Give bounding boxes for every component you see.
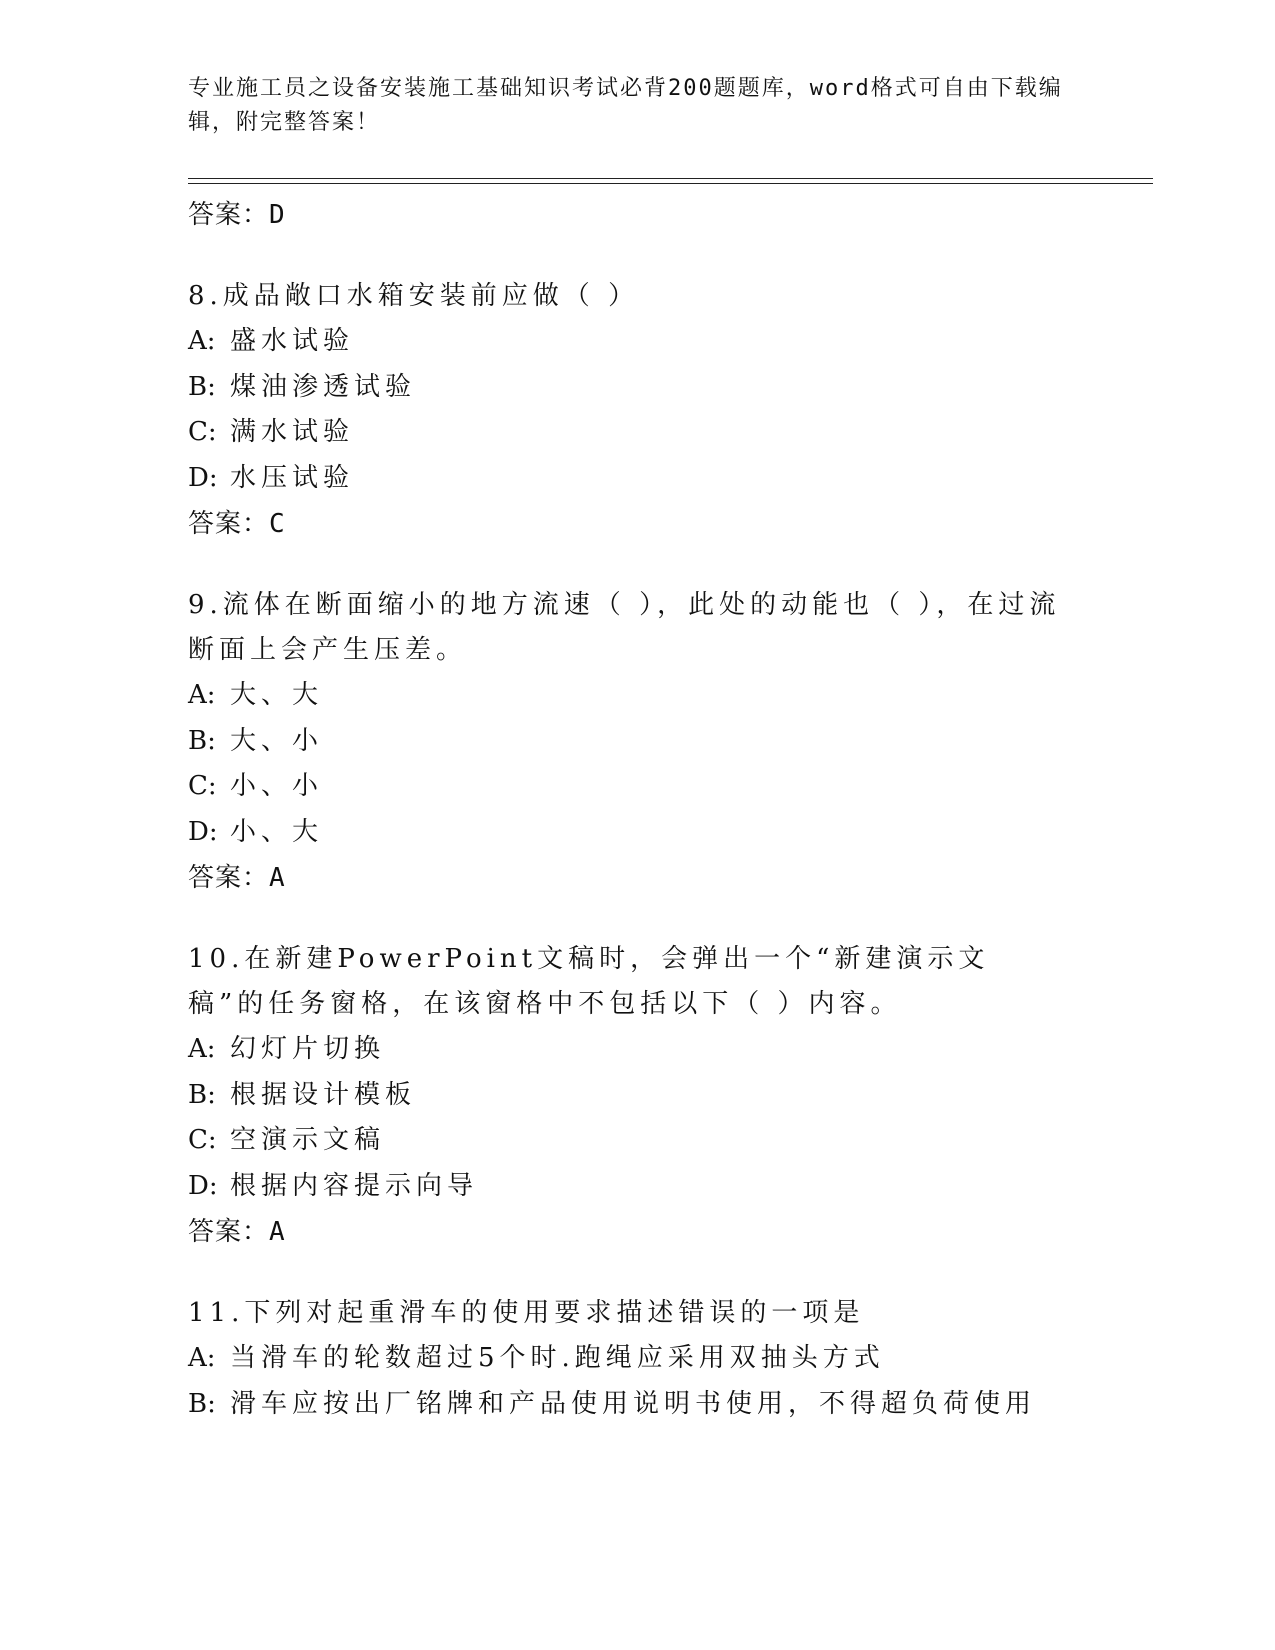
option-c	[188, 410, 1068, 456]
question-10	[188, 937, 1068, 1255]
option-d	[188, 810, 1068, 856]
option-letter: A:	[188, 326, 216, 356]
option-text: 大、小	[230, 725, 324, 756]
option-text: 小、大	[230, 816, 324, 847]
option-text: 根据设计模板	[230, 1079, 417, 1110]
option-letter: C:	[188, 771, 217, 801]
option-d	[188, 1164, 1068, 1210]
option-text: 煤油渗透试验	[230, 371, 417, 402]
option-text: 水压试验	[230, 462, 355, 493]
question-stem: 11.下列对起重滑车的使用要求描述错误的一项是	[188, 1298, 865, 1328]
question-list	[188, 192, 1068, 1427]
option-text: 滑车应按出厂铭牌和产品使用说明书使用，不得超负荷使用	[230, 1388, 1037, 1419]
option-text: 空演示文稿	[230, 1125, 386, 1155]
option-letter: D:	[188, 816, 218, 847]
option-text: 幻灯片切换	[230, 1034, 386, 1064]
option-b	[188, 365, 1068, 411]
option-letter: C:	[188, 1125, 217, 1155]
option-text: 小、小	[230, 771, 324, 801]
option-letter: B:	[188, 1388, 216, 1419]
option-letter: B:	[188, 725, 216, 756]
option-a	[188, 1336, 1068, 1382]
question-stem: 9.流体在断面缩小的地方流速（ ），此处的动能也（ ），在过流断面上会产生压差。	[188, 590, 1061, 665]
option-letter: D:	[188, 1170, 218, 1201]
option-letter: A:	[188, 1034, 216, 1064]
option-text: 盛水试验	[230, 326, 355, 356]
option-letter: D:	[188, 462, 218, 493]
option-b	[188, 719, 1068, 765]
option-text: 根据内容提示向导	[230, 1170, 479, 1201]
option-letter: A:	[188, 680, 216, 710]
document-header: 专业施工员之设备安装施工基础知识考试必背200题题库，word格式可自由下载编辑，附完整答案！	[188, 76, 1063, 135]
header-divider-top	[188, 178, 1153, 179]
option-letter: C:	[188, 417, 217, 447]
option-text: 满水试验	[230, 417, 355, 447]
option-letter: B:	[188, 371, 216, 402]
question-11	[188, 1291, 1068, 1427]
question-8	[188, 274, 1068, 547]
option-a	[188, 673, 1068, 719]
question-9	[188, 583, 1068, 901]
answer-line: 答案：C	[188, 509, 286, 539]
answer-line: 答案：A	[188, 1217, 286, 1247]
answer-line: 答案：A	[188, 863, 286, 893]
option-a	[188, 1027, 1068, 1073]
header-divider-bottom	[188, 183, 1153, 184]
option-c	[188, 764, 1068, 810]
option-b	[188, 1073, 1068, 1119]
option-letter: A:	[188, 1343, 216, 1373]
option-b	[188, 1382, 1068, 1428]
option-letter: B:	[188, 1079, 216, 1110]
option-a	[188, 319, 1068, 365]
answer-line: 答案：D	[188, 200, 286, 230]
question-stem: 8.成品敞口水箱安装前应做（ ）	[188, 281, 640, 311]
option-text: 当滑车的轮数超过5个时.跑绳应采用双抽头方式	[230, 1343, 885, 1373]
question-stem: 10.在新建PowerPoint文稿时，会弹出一个“新建演示文稿”的任务窗格，在该窗格中不包括以下（ ）内容。	[188, 944, 990, 1019]
option-d	[188, 456, 1068, 502]
option-c	[188, 1118, 1068, 1164]
option-text: 大、大	[230, 680, 324, 710]
